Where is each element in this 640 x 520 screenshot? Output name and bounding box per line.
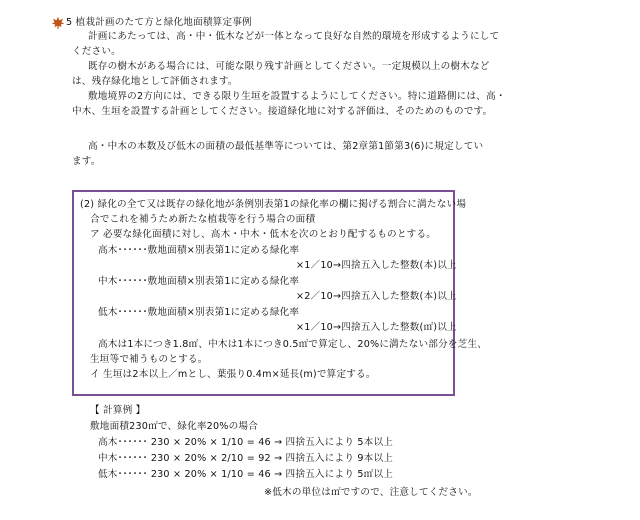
example-note: ※低木の単位は㎡ですので、注意してください。 <box>264 487 478 498</box>
example-row: 低木･･････ 230 × 20% × 1/10 = 46 → 四捨五入により 5㎡以上 <box>98 469 394 480</box>
paragraph-line: 計画にあたっては、高・中・低木などが一体となって良好な自然的環境を形成するようにして <box>88 31 500 42</box>
section-heading: 5 植栽計画のたて方と緑化地面積算定事例 <box>66 17 252 28</box>
box-line: イ 生垣は2本以上／mとし、葉張り0.4m×延長(m)で算定する。 <box>90 369 376 380</box>
box-line: 低木･･････敷地面積×別表第1に定める緑化率 <box>98 307 300 318</box>
example-premise: 敷地面積230㎡で、緑化率20%の場合 <box>90 421 258 432</box>
paragraph-line: 敷地境界の2方向には、できる限り生垣を設置するようにしてください。特に道路側には、高・ <box>88 91 506 102</box>
paragraph-line: 既存の樹木がある場合には、可能な限り残す計画としてください。一定規模以上の樹木など <box>88 61 490 72</box>
box-line: (2) 緑化の全て又は既存の緑化地が条例別表第1の緑化率の欄に掲げる割合に満たない場 <box>80 199 467 210</box>
paragraph-line: 高・中木の本数及び低木の面積の最低基準等については、第2章第1節第3(6)に規定してい <box>88 141 484 152</box>
maple-leaf-icon <box>51 16 65 30</box>
paragraph-line: 中木、生垣を設置する計画としてください。接道緑化地に対する評価は、そのためのものです。 <box>72 106 493 117</box>
paragraph-line: は、残存緑化地として評価されます。 <box>72 76 238 87</box>
box-line: 合でこれを補うため新たな植栽等を行う場合の面積 <box>90 214 316 225</box>
example-row: 中木･･････ 230 × 20% × 2/10 = 92 → 四捨五入により 9本以上 <box>98 453 394 464</box>
box-line: 中木･･････敷地面積×別表第1に定める緑化率 <box>98 276 300 287</box>
box-line: ×1／10→四捨五入した整数(㎡)以上 <box>296 322 457 333</box>
box-line: ×2／10→四捨五入した整数(本)以上 <box>296 291 457 302</box>
example-title: 【 計算例 】 <box>90 405 146 416</box>
box-line: 高木･･････敷地面積×別表第1に定める緑化率 <box>98 245 300 256</box>
box-line: 生垣等で補うものとする。 <box>90 354 208 365</box>
box-line: ア 必要な緑化面積に対し、高木・中木・低木を次のとおり配するものとする。 <box>90 229 437 240</box>
box-line: 高木は1本につき1.8㎡、中木は1本につき0.5㎡で算定し、20%に満たない部分を芝生、 <box>98 339 488 350</box>
paragraph-line: ください。 <box>72 46 121 57</box>
example-row: 高木･･････ 230 × 20% × 1/10 = 46 → 四捨五入により 5本以上 <box>98 437 394 448</box>
box-line: ×1／10→四捨五入した整数(本)以上 <box>296 260 457 271</box>
paragraph-line: ます。 <box>72 156 101 167</box>
